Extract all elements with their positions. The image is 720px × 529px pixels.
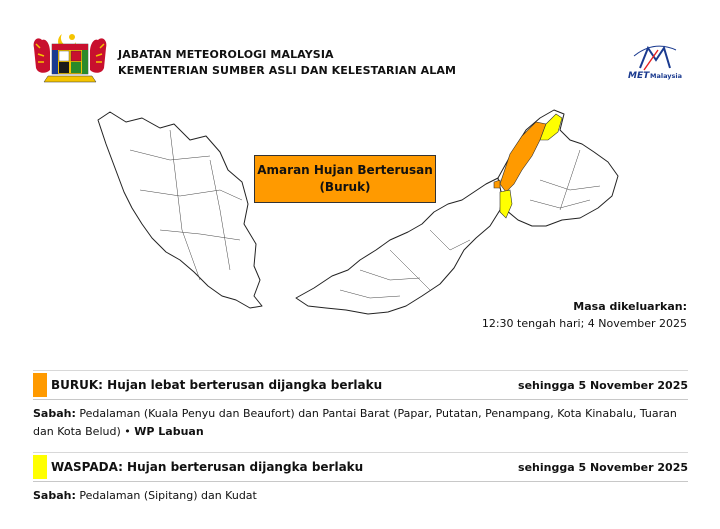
waspada-until: sehingga 5 November 2025 <box>518 461 688 474</box>
issued-time <box>482 298 687 332</box>
met-malaysia-logo <box>614 40 690 80</box>
waspada-areas <box>33 487 688 505</box>
waspada-area-list: Pedalaman (Sipitang) dan Kudat <box>75 489 257 502</box>
org-line-1: JABATAN METEOROLOGI MALAYSIA <box>118 48 334 61</box>
svg-text:Malaysia: Malaysia <box>650 72 682 80</box>
waspada-title: WASPADA: Hujan berterusan dijangka berlaku <box>51 460 364 474</box>
issued-value: 12:30 tengah hari; 4 November 2025 <box>481 317 687 330</box>
waspada-color-marker <box>33 455 47 479</box>
warning-title-line-2: (Buruk) <box>319 180 371 194</box>
buruk-extra: WP Labuan <box>134 425 204 438</box>
organization-name <box>118 47 456 79</box>
section-divider <box>33 399 688 400</box>
warning-map-label <box>254 155 436 203</box>
peninsular-malaysia <box>98 112 262 308</box>
buruk-until: sehingga 5 November 2025 <box>518 379 688 392</box>
buruk-areas <box>33 405 688 441</box>
buruk-title: BURUK: Hujan lebat berterusan dijangka berlaku <box>51 378 383 392</box>
buruk-area-list: Pedalaman (Kuala Penyu dan Beaufort) dan Pantai Barat (Papar, Putatan, Penampang, Kota Kinabalu, Tuaran dan Kota Belud) • <box>33 407 677 438</box>
org-line-2: KEMENTERIAN SUMBER ASLI DAN KELESTARIAN ALAM <box>118 64 457 77</box>
buruk-color-marker <box>33 373 47 397</box>
section-divider <box>33 481 688 482</box>
issued-label: Masa dikeluarkan: <box>573 300 687 313</box>
buruk-state: Sabah: <box>33 407 76 420</box>
section-divider <box>33 370 688 371</box>
header <box>30 30 690 90</box>
svg-text:MET: MET <box>628 71 650 80</box>
waspada-state: Sabah: <box>33 489 76 502</box>
malaysia-coat-of-arms-logo <box>30 30 110 88</box>
warning-title-line-1: Amaran Hujan Berterusan <box>257 163 433 177</box>
section-divider <box>33 452 688 453</box>
